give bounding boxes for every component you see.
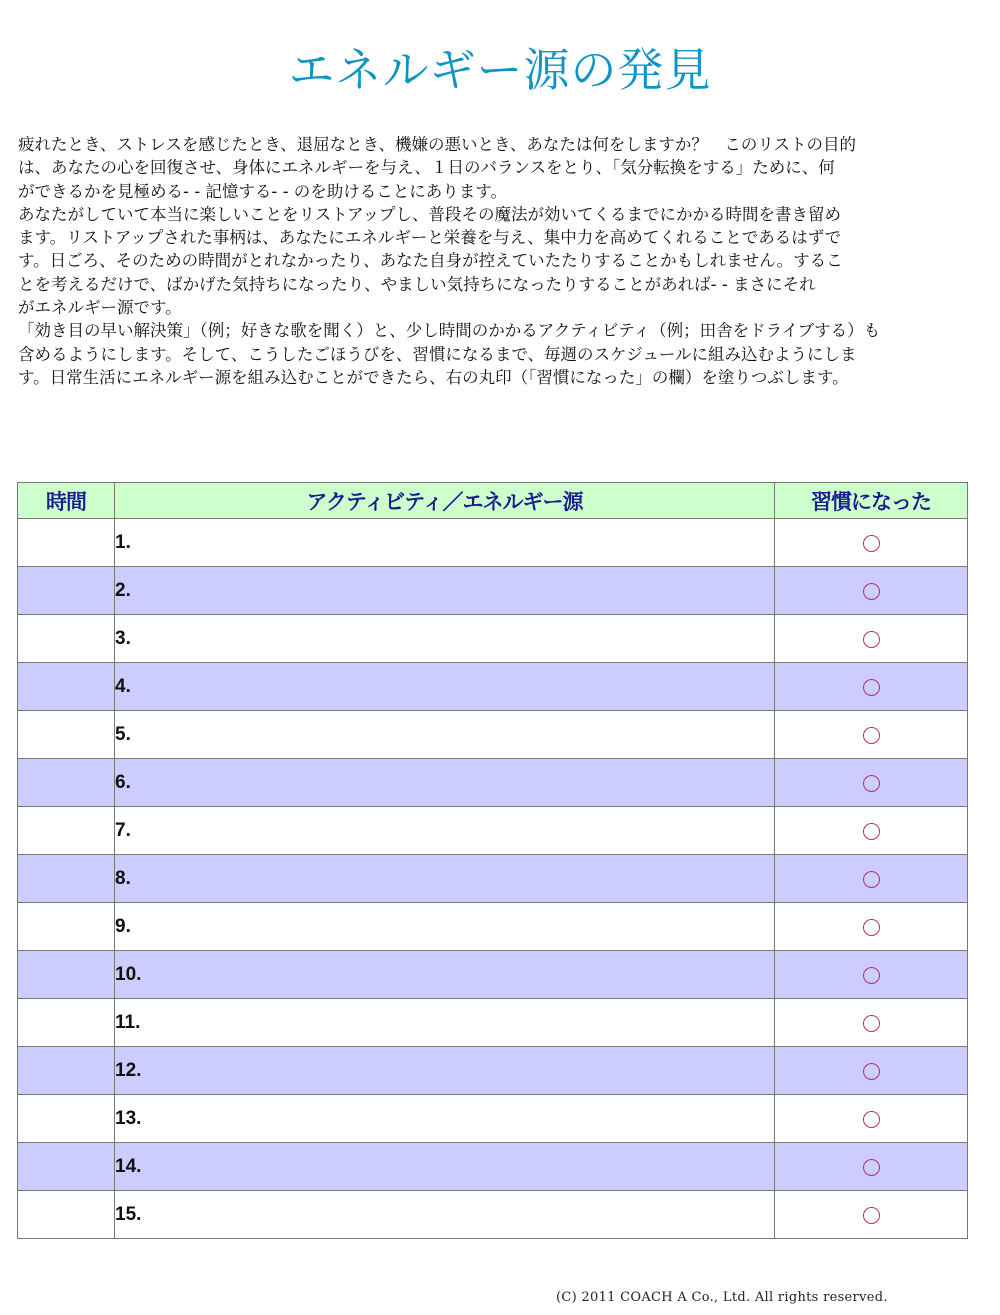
row-number: 10. (115, 963, 142, 985)
row-number: 6. (115, 771, 131, 793)
column-header-habit: 習慣になった (775, 483, 968, 519)
intro-line: ができるかを見極める‐ ‐ 記憶する‐ ‐ のを助けることにあります。 (18, 181, 507, 201)
activity-cell[interactable] (115, 663, 775, 711)
table-row (18, 1047, 968, 1095)
row-number: 15. (115, 1203, 142, 1225)
activity-cell[interactable] (115, 711, 775, 759)
habit-circle-icon[interactable] (863, 631, 880, 648)
habit-circle-icon[interactable] (863, 919, 880, 936)
time-cell[interactable] (18, 1191, 115, 1239)
table-row (18, 567, 968, 615)
table-row (18, 519, 968, 567)
habit-cell (775, 999, 968, 1047)
habit-circle-icon[interactable] (863, 1207, 880, 1224)
time-cell[interactable] (18, 519, 115, 567)
intro-line: がエネルギー源です。 (18, 298, 182, 318)
intro-line: とを考えるだけで、ばかげた気持ちになったり、やましい気持ちになったりすることがあれば‐ ‐ まさにそれ (18, 274, 816, 294)
intro-line: す。日ごろ、そのための時間がとれなかったり、あなた自身が控えていたたりすることかもしれません。するこ (18, 251, 843, 271)
intro-line: あなたがしていて本当に楽しいことをリストアップし、普段その魔法が効いてくるまでにかかる時間を書き留め (18, 204, 842, 224)
row-number: 14. (115, 1155, 142, 1177)
time-cell[interactable] (18, 759, 115, 807)
activity-cell[interactable] (115, 903, 775, 951)
table-row (18, 1143, 968, 1191)
table-row (18, 999, 968, 1047)
habit-cell (775, 807, 968, 855)
habit-circle-icon[interactable] (863, 535, 880, 552)
row-number: 11. (115, 1011, 141, 1033)
habit-circle-icon[interactable] (863, 967, 880, 984)
intro-line: ます。リストアップされた事柄は、あなたにエネルギーと栄養を与え、集中力を高めてくれることであるはずで (18, 228, 842, 248)
habit-cell (775, 663, 968, 711)
time-cell[interactable] (18, 567, 115, 615)
row-number: 2. (115, 579, 131, 601)
habit-circle-icon[interactable] (863, 679, 880, 696)
time-cell[interactable] (18, 807, 115, 855)
activity-cell[interactable] (115, 855, 775, 903)
habit-cell (775, 903, 968, 951)
time-cell[interactable] (18, 951, 115, 999)
time-cell[interactable] (18, 711, 115, 759)
activity-cell[interactable] (115, 1095, 775, 1143)
habit-cell (775, 1047, 968, 1095)
row-number: 13. (115, 1107, 142, 1129)
time-cell[interactable] (18, 1047, 115, 1095)
habit-cell (775, 951, 968, 999)
row-number: 3. (115, 627, 131, 649)
table-row (18, 711, 968, 759)
activity-cell[interactable] (115, 951, 775, 999)
time-cell[interactable] (18, 615, 115, 663)
activity-cell[interactable] (115, 615, 775, 663)
habit-circle-icon[interactable] (863, 727, 880, 744)
row-number: 9. (115, 915, 131, 937)
activity-cell[interactable] (115, 1143, 775, 1191)
table-row (18, 759, 968, 807)
time-cell[interactable] (18, 663, 115, 711)
habit-circle-icon[interactable] (863, 1063, 880, 1080)
habit-cell (775, 519, 968, 567)
activity-cell[interactable] (115, 1047, 775, 1095)
table-row (18, 855, 968, 903)
energy-source-table (17, 482, 968, 1239)
table-row (18, 663, 968, 711)
table-row (18, 903, 968, 951)
time-cell[interactable] (18, 999, 115, 1047)
habit-cell (775, 1143, 968, 1191)
row-number: 1. (115, 531, 131, 553)
copyright-footer: (C) 2011 COACH A Co., Ltd. All rights reserved. (556, 1290, 888, 1305)
row-number: 4. (115, 675, 131, 697)
time-cell[interactable] (18, 1143, 115, 1191)
activity-cell[interactable] (115, 519, 775, 567)
activity-cell[interactable] (115, 807, 775, 855)
habit-circle-icon[interactable] (863, 823, 880, 840)
activity-cell[interactable] (115, 567, 775, 615)
time-cell[interactable] (18, 1095, 115, 1143)
intro-line: 疲れたとき、ストレスを感じたとき、退屈なとき、機嫌の悪いとき、あなたは何をしますか？ このリストの目的 (18, 135, 857, 154)
intro-line: 「効き目の早い解決策」（例；好きな歌を聞く）と、少し時間のかかるアクティビティ（例；田舎をドライブする）も (18, 321, 881, 341)
column-header-activity: アクティビティ／エネルギー源 (115, 483, 775, 519)
table-row (18, 807, 968, 855)
row-number: 12. (115, 1059, 142, 1081)
intro-line: す。日常生活にエネルギー源を組み込むことができたら、右の丸印（「習慣になった」の欄）を塗りつぶします。 (18, 367, 849, 387)
table-row (18, 951, 968, 999)
row-number: 8. (115, 867, 131, 889)
habit-cell (775, 855, 968, 903)
activity-cell[interactable] (115, 999, 775, 1047)
intro-line: 含めるようにします。そして、こうしたごほうびを、習慣になるまで、毎週のスケジュールに組み込むようにしま (18, 344, 857, 364)
table-row (18, 615, 968, 663)
time-cell[interactable] (18, 855, 115, 903)
habit-cell (775, 1191, 968, 1239)
activity-cell[interactable] (115, 759, 775, 807)
habit-cell (775, 1095, 968, 1143)
column-header-time: 時間 (18, 483, 115, 519)
page-title: エネルギー源の発見 (288, 43, 712, 97)
activity-cell[interactable] (115, 1191, 775, 1239)
habit-cell (775, 615, 968, 663)
row-number: 5. (115, 723, 131, 745)
habit-circle-icon[interactable] (863, 1111, 880, 1128)
habit-cell (775, 759, 968, 807)
habit-circle-icon[interactable] (863, 583, 880, 600)
habit-circle-icon[interactable] (863, 775, 880, 792)
table-row (18, 1095, 968, 1143)
habit-circle-icon[interactable] (863, 1015, 880, 1032)
habit-cell (775, 567, 968, 615)
row-number: 7. (115, 819, 131, 841)
intro-line: は、あなたの心を回復させ、身体にエネルギーを与え、１日のバランスをとり、「気分転換をする」ために、何 (18, 158, 835, 178)
habit-cell (775, 711, 968, 759)
table-body (18, 519, 968, 1239)
table-header-row (18, 483, 968, 519)
habit-circle-icon[interactable] (863, 1159, 880, 1176)
table-row (18, 1191, 968, 1239)
intro-text (18, 133, 988, 389)
habit-circle-icon[interactable] (863, 871, 880, 888)
time-cell[interactable] (18, 903, 115, 951)
